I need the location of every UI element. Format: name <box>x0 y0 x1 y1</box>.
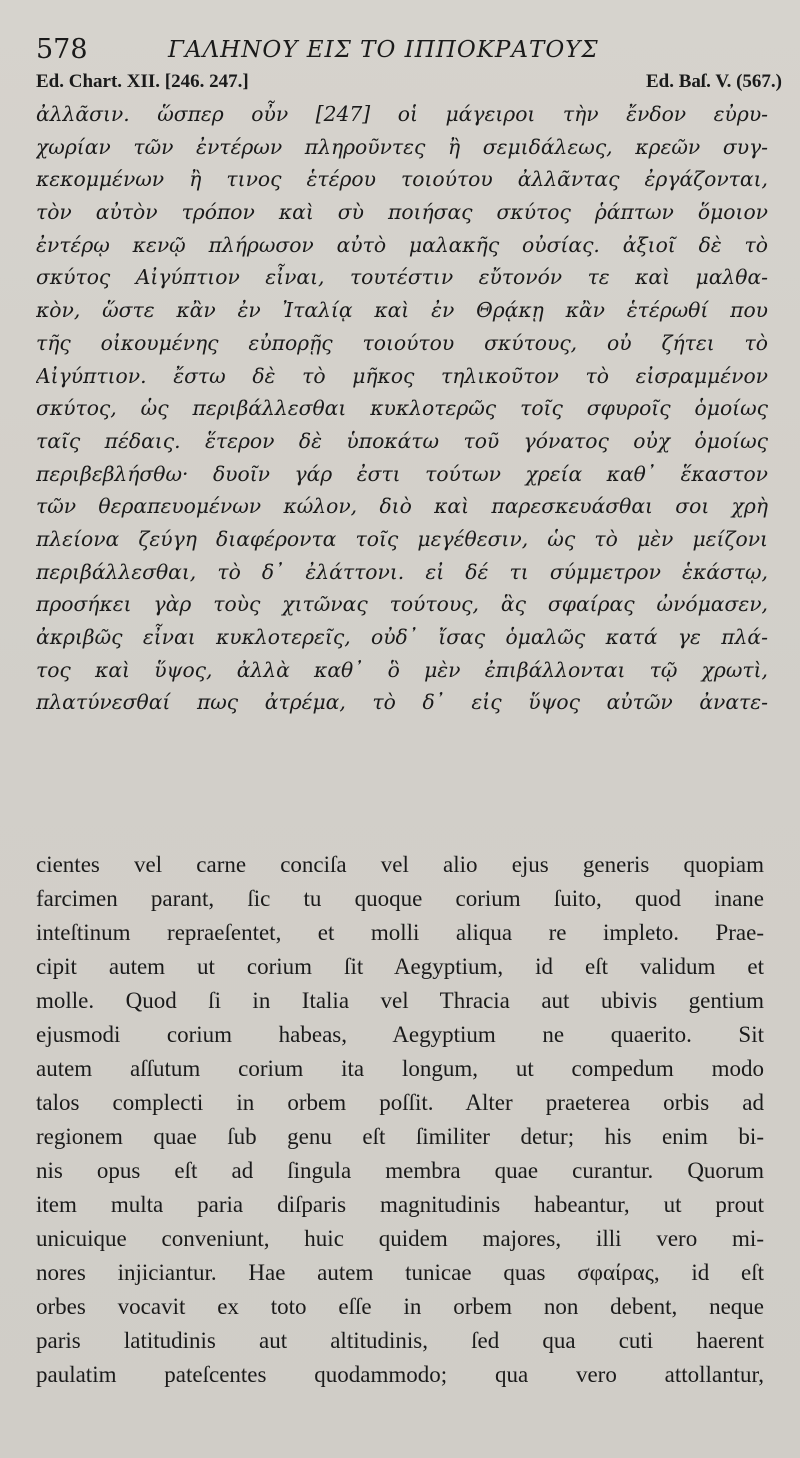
greek-text-line: τῶν θεραπευομένων κώλον, διὸ καὶ παρεσκευάσθαι σοι χρὴ <box>36 494 768 519</box>
latin-text-line: regionem quae ſub genu eſt ſimiliter detur; his enim bi- <box>36 1124 764 1149</box>
greek-text-line: προσήκει γὰρ τοὺς χιτῶνας τούτους, ἃς σφαίρας ὠνόμασεν, <box>36 592 768 617</box>
greek-text-line: κεκομμένων ἢ τινος ἑτέρου τοιούτου ἀλλᾶντας ἐργάζονται, <box>36 167 768 192</box>
latin-text-line: unicuique conveniunt, huic quidem majores, illi vero mi- <box>36 1226 764 1251</box>
latin-text-line: item multa paria diſparis magnitudinis habeantur, ut prout <box>36 1192 764 1217</box>
greek-text-line: ἀκριβῶς εἶναι κυκλοτερεῖς, οὐδ᾽ ἴσας ὁμαλῶς κατά γε πλά- <box>36 625 768 649</box>
greek-text-line: τὸν αὐτὸν τρόπον καὶ σὺ ποιήσας σκύτος ῥάπτων ὅμοιον <box>36 200 768 225</box>
greek-text-line: πλείονα ζεύγη διαφέροντα τοῖς μεγέθεσιν, ὡς τὸ μὲν μείζονι <box>36 526 768 551</box>
greek-text-line: ἀλλᾶσιν. ὥσπερ οὖν [247] οἱ μάγειροι τὴν ἔνδον εὐρυ- <box>36 102 768 126</box>
latin-text-line: ejusmodi corium habeas, Aegyptium ne quaerito. Sit <box>36 1022 764 1047</box>
latin-text-line: molle. Quod ſi in Italia vel Thracia aut ubivis gentium <box>36 988 764 1013</box>
latin-text-line: talos complecti in orbem poſſit. Alter praeterea orbis ad <box>36 1090 764 1115</box>
greek-text-line: σκύτος Αἰγύπτιον εἶναι, τουτέστιν εὔτονόν τε καὶ μαλθα- <box>36 265 768 290</box>
greek-text-line: τος καὶ ὕψος, ἀλλὰ καθ᾽ ὃ μὲν ἐπιβάλλονται τῷ χρωτὶ, <box>36 657 768 682</box>
latin-text-line: nis opus eſt ad ſingula membra quae curantur. Quorum <box>36 1158 764 1183</box>
edition-reference-line <box>36 68 782 96</box>
greek-text-line: σκύτος, ὡς περιβάλλεσθαι κυκλοτερῶς τοῖς σφυροῖς ὁμοίως <box>36 396 768 421</box>
greek-text-block <box>36 98 768 778</box>
latin-text-line: paris latitudinis aut altitudinis, ſed qua cuti haerent <box>36 1328 764 1353</box>
page-header <box>36 32 786 68</box>
edition-reference-basel: Ed. Baſ. V. (567.) <box>645 71 782 92</box>
edition-reference-chartier: Ed. Chart. XII. [246. 247.] <box>36 71 249 92</box>
greek-text-line: Αἰγύπτιον. ἔστω δὲ τὸ μῆκος τηλικοῦτον τὸ εἰσραμμένον <box>36 363 768 388</box>
greek-text-line: περιβεβλήσθω· δυοῖν γάρ ἐστι τούτων χρεία καθ᾽ ἕκαστον <box>36 461 768 486</box>
latin-text-line: orbes vocavit ex toto eſſe in orbem non debent, neque <box>36 1294 764 1319</box>
page-number: 578 <box>36 34 88 65</box>
greek-text-line: ταῖς πέδαις. ἕτερον δὲ ὑποκάτω τοῦ γόνατος οὐχ ὁμοίως <box>36 428 768 453</box>
greek-text-line: πλατύνεσθαί πως ἀτρέμα, τὸ δ᾽ εἰς ὕψος αὐτῶν ἀνατε- <box>36 690 768 715</box>
greek-text-line: ἐντέρῳ κενῷ πλήρωσον αὐτὸ μαλακῆς οὐσίας. ἀξιοῖ δὲ τὸ <box>36 232 768 257</box>
greek-text-line: περιβάλλεσθαι, τὸ δ᾽ ἐλάττονι. εἰ δέ τι σύμμετρον ἑκάστῳ, <box>36 559 768 584</box>
latin-text-line: inteſtinum repraeſentet, et molli aliqua re impleto. Prae- <box>36 920 764 945</box>
greek-text-line: χωρίαν τῶν ἐντέρων πληροῦντες ἢ σεμιδάλεως, κρεῶν συγ- <box>36 134 768 159</box>
greek-text-line: κὸν, ὥστε κἂν ἐν Ἰταλίᾳ καὶ ἐν Θρᾴκῃ κἂν ἑτέρωθί που <box>36 298 768 323</box>
running-title: ΓΑΛΗΝΟΥ ΕΙΣ ΤΟ ΙΠΠΟΚΡΑΤΟΥΣ <box>168 37 599 63</box>
latin-translation-block <box>36 848 764 1438</box>
latin-text-line: paulatim pateſcentes quodammodo; qua vero attollantur, <box>36 1362 764 1387</box>
latin-text-line: autem aſſutum corium ita longum, ut compedum modo <box>36 1056 764 1081</box>
latin-text-line: cipit autem ut corium ſit Aegyptium, id eſt validum et <box>36 954 764 979</box>
latin-text-line: farcimen parant, ſic tu quoque corium ſuito, quod inane <box>36 886 764 911</box>
latin-text-line: nores injiciantur. Hae autem tunicae quas σφαίρας, id eſt <box>36 1260 764 1285</box>
greek-text-line: τῆς οἰκουμένης εὐπορῇς τοιούτου σκύτους, οὐ ζήτει τὸ <box>36 330 768 355</box>
latin-text-line: cientes vel carne conciſa vel alio ejus generis quopiam <box>36 852 764 877</box>
